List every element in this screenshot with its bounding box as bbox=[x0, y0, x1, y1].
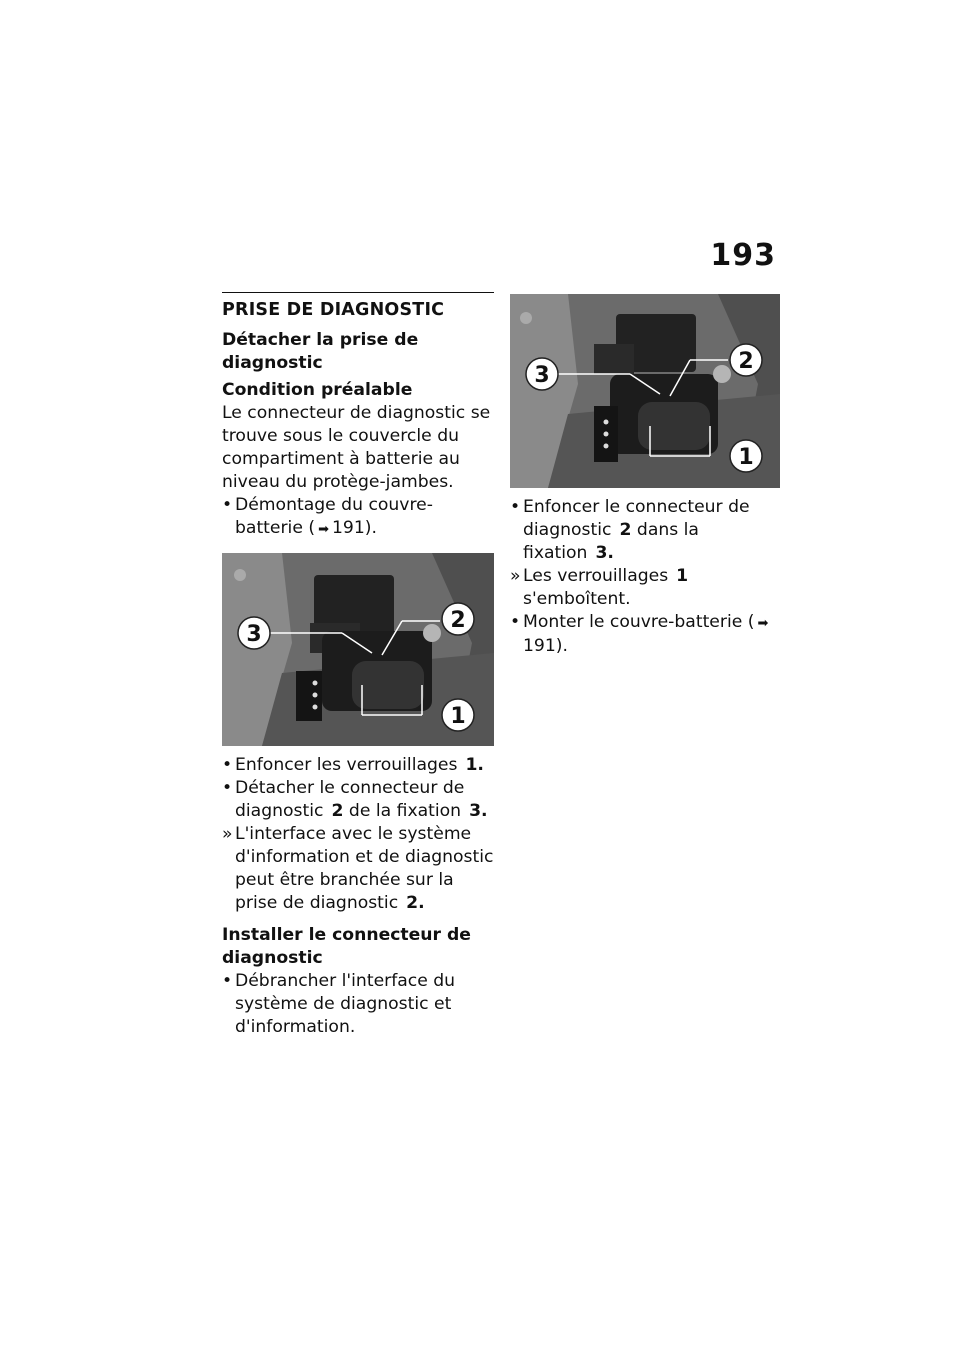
reference-number: 2. bbox=[406, 893, 425, 913]
page-reference-arrow-icon: ➡ bbox=[318, 522, 329, 537]
right-column bbox=[510, 294, 780, 658]
subheading-detach: Détacher la prise de diagnostic bbox=[222, 330, 419, 373]
reference-number: 2 bbox=[619, 520, 632, 540]
connector-photo-install-drawing bbox=[510, 294, 780, 488]
callout-label: 1 bbox=[450, 704, 466, 729]
precondition-text: Le connecteur de diagnostic se trouve sous le couvercle du compartiment à batterie au niveau du protège-jambes. bbox=[222, 403, 491, 492]
step-detach-connector: • Détacher le connecteur de diagnostic 2 de la fixation 3. bbox=[222, 778, 488, 821]
step-remove-cover: • Démontage du couvre-batterie ( ➡ 191). bbox=[222, 494, 494, 541]
callout-label: 3 bbox=[246, 622, 262, 647]
bullet: • bbox=[222, 971, 233, 991]
result-marker: » bbox=[510, 566, 521, 586]
bullet: • bbox=[222, 755, 233, 775]
step-disconnect-interface: • Débrancher l'interface du système de diagnostic et d'information. bbox=[222, 971, 456, 1037]
reference-number: 2 bbox=[331, 801, 344, 821]
connector-photo-install bbox=[510, 294, 780, 488]
result-locks-engage: » Les verrouillages 1 s'emboîtent. bbox=[510, 566, 689, 609]
section-title: PRISE DE DIAGNOSTIC bbox=[222, 292, 494, 322]
callout-label: 2 bbox=[450, 608, 466, 633]
reference-number: 3. bbox=[469, 801, 488, 821]
left-column bbox=[222, 292, 494, 1039]
callout-label: 2 bbox=[738, 349, 754, 374]
result-marker: » bbox=[222, 824, 233, 844]
reference-number: 3. bbox=[595, 543, 614, 563]
bullet: • bbox=[222, 778, 233, 798]
callout-label: 1 bbox=[738, 445, 754, 470]
subheading-precondition: Condition préalable bbox=[222, 380, 413, 400]
callout-label: 3 bbox=[534, 363, 550, 388]
connector-photo-drawing bbox=[222, 553, 494, 746]
step-mount-cover: • Monter le couvre-batterie ( ➡191). bbox=[510, 612, 769, 656]
bullet: • bbox=[222, 495, 233, 515]
page-reference-arrow-icon: ➡ bbox=[757, 616, 769, 631]
step-insert-connector: • Enfoncer le connecteur de diagnostic 2 dans la fixation 3. bbox=[510, 497, 750, 563]
connector-photo bbox=[222, 553, 494, 746]
reference-number: 1 bbox=[676, 566, 689, 586]
page-number: 193 bbox=[710, 238, 776, 273]
bullet: • bbox=[510, 612, 521, 632]
result-interface-connect: » L'interface avec le système d'information et de diagnostic peut être branchée sur la prise de diagnostic 2. bbox=[222, 824, 494, 913]
step-press-locks: • Enfoncer les verrouillages 1. bbox=[222, 755, 484, 775]
reference-number: 1. bbox=[465, 755, 484, 775]
subheading-install: Installer le connecteur de diagnostic bbox=[222, 925, 471, 968]
bullet: • bbox=[510, 497, 521, 517]
